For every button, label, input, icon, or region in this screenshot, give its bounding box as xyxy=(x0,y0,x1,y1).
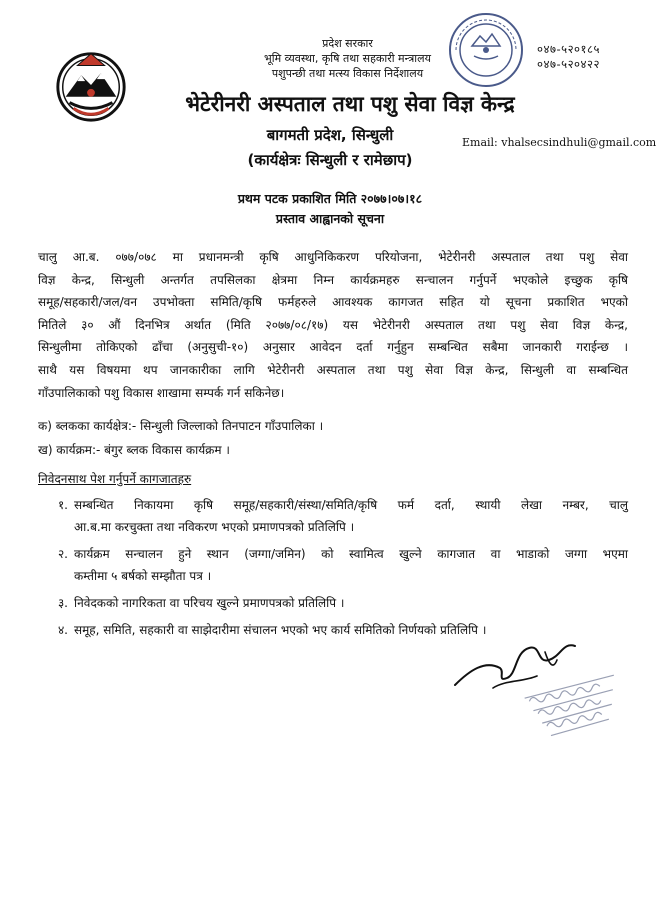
ministry-line-1: प्रदेश सरकार xyxy=(322,37,373,50)
document-line: कम्तीमा ५ बर्षको सम्झौता पत्र । xyxy=(74,569,212,583)
document-number: ३. xyxy=(57,596,68,610)
point-program: ख) कार्यक्रम:- बंगुर ब्लक विकास कार्यक्रम । xyxy=(38,443,230,457)
ministry-header xyxy=(225,36,470,81)
office-name: भेटेरीनरी अस्पताल तथा पशु सेवा विज्ञ केन्द्र xyxy=(185,92,515,116)
phone-number-1: ०४७-५२०१८५ xyxy=(537,42,600,56)
ministry-line-2: भूमि व्यवस्था, कृषि तथा सहकारी मन्त्रालय xyxy=(264,52,431,65)
phone-numbers xyxy=(537,42,600,72)
document-line: सम्बन्धित निकायमा कृषि समूह/सहकारी/संस्था/समिति/कृषि फर्म दर्ता, स्थायी लेखा नम्बर, चालु xyxy=(74,498,628,512)
document-line: आ.ब.मा करचुक्ता तथा नविकरण भएको प्रमाणपत्रको प्रतिलिपि । xyxy=(74,520,355,534)
body-line: साथै यस विषयमा थप जानकारीका लागि भेटेरीनरी अस्पताल तथा पशु सेवा विज्ञ केन्द्र, सिन्धुली वा सम्बन्धित xyxy=(38,362,628,377)
documents-heading: निवेदनसाथ पेश गर्नुपर्ने कागजातहरु xyxy=(38,472,192,486)
signatory-stamp-icon xyxy=(520,668,630,750)
document-item xyxy=(38,543,628,587)
document-number: ४. xyxy=(57,623,68,637)
body-line: चालु आ.ब. ०७७/०७८ मा प्रधानमन्त्री कृषि आधुनिकिकरण परियोजना, भेटेरीनरी अस्पताल तथा पशु सेवा xyxy=(38,250,628,264)
office-address: बागमती प्रदेश, सिन्धुली xyxy=(266,126,394,144)
office-work-area: (कार्यक्षेत्रः सिन्धुली र रामेछाप) xyxy=(247,151,413,169)
ministry-line-3: पशुपन्छी तथा मत्स्य विकास निर्देशालय xyxy=(271,67,424,80)
document-line: समूह, समिति, सहकारी वा साझेदारीमा संचालन भएको भए कार्य समितिको निर्णयको प्रतिलिपि । xyxy=(74,623,487,637)
phone-number-2: ०४७-५२०४२२ xyxy=(537,57,600,71)
program-points xyxy=(38,414,323,462)
document-line: निवेदकको नागरिकता वा परिचय खुल्ने प्रमाणपत्रको प्रतिलिपि । xyxy=(74,596,345,610)
nepal-emblem-icon xyxy=(52,46,130,124)
body-line: समूह/सहकारी/जल/वन उपभोक्ता समिति/कृषि फर्महरुले आवश्यक कागजत सहित यो सूचना प्रकाशित भएको xyxy=(38,295,628,310)
point-block-area: क) ब्लकका कार्यक्षेत्र:- सिन्धुली जिल्लाको तिनपाटन गाँउपालिका । xyxy=(38,419,324,433)
publication-date: प्रथम पटक प्रकाशित मिति २०७७।०७।१८ xyxy=(237,191,423,206)
document-line: कार्यक्रम सन्चालन हुने स्थान (जग्गा/जमिन) को स्वामित्व खुल्ने कागजात वा भाडाको जग्गा भएमा xyxy=(74,547,628,561)
notice-body xyxy=(38,246,628,404)
document-number: १. xyxy=(57,498,68,512)
body-line: विज्ञ केन्द्र, सिन्धुली अन्तर्गत तपसिलका क्षेत्रमा निम्न कार्यक्रमहरु सन्चालन गर्नुपर्ने भएकोले इच्छुक कृषि xyxy=(38,272,628,287)
office-email: Email: vhalsecsindhuli@gmail.com xyxy=(462,136,657,149)
body-line: मितिले ३० औं दिनभित्र अर्थात (मिति २०७७/०८/१७) यस भेटेरीनरी अस्पताल तथा पशु सेवा विज्ञ केन्द्र, xyxy=(38,317,628,332)
notice-title: प्रस्ताव आह्वानको सूचना xyxy=(275,211,385,226)
document-item xyxy=(38,494,628,538)
body-line: सिन्धुलीमा तोकिएको ढाँचा (अनुसुची-१०) अनुसार आवेदन दर्ता गर्नुहुन सम्बन्धित सबैमा जानकारी गराईन्छ । xyxy=(38,340,628,355)
documents-list xyxy=(38,494,628,646)
body-line: गाँउपालिकाको पशु विकास शाखामा सम्पर्क गर्न सकिनेछ। xyxy=(38,385,285,400)
document-number: २. xyxy=(57,547,68,561)
document-item xyxy=(38,592,628,614)
